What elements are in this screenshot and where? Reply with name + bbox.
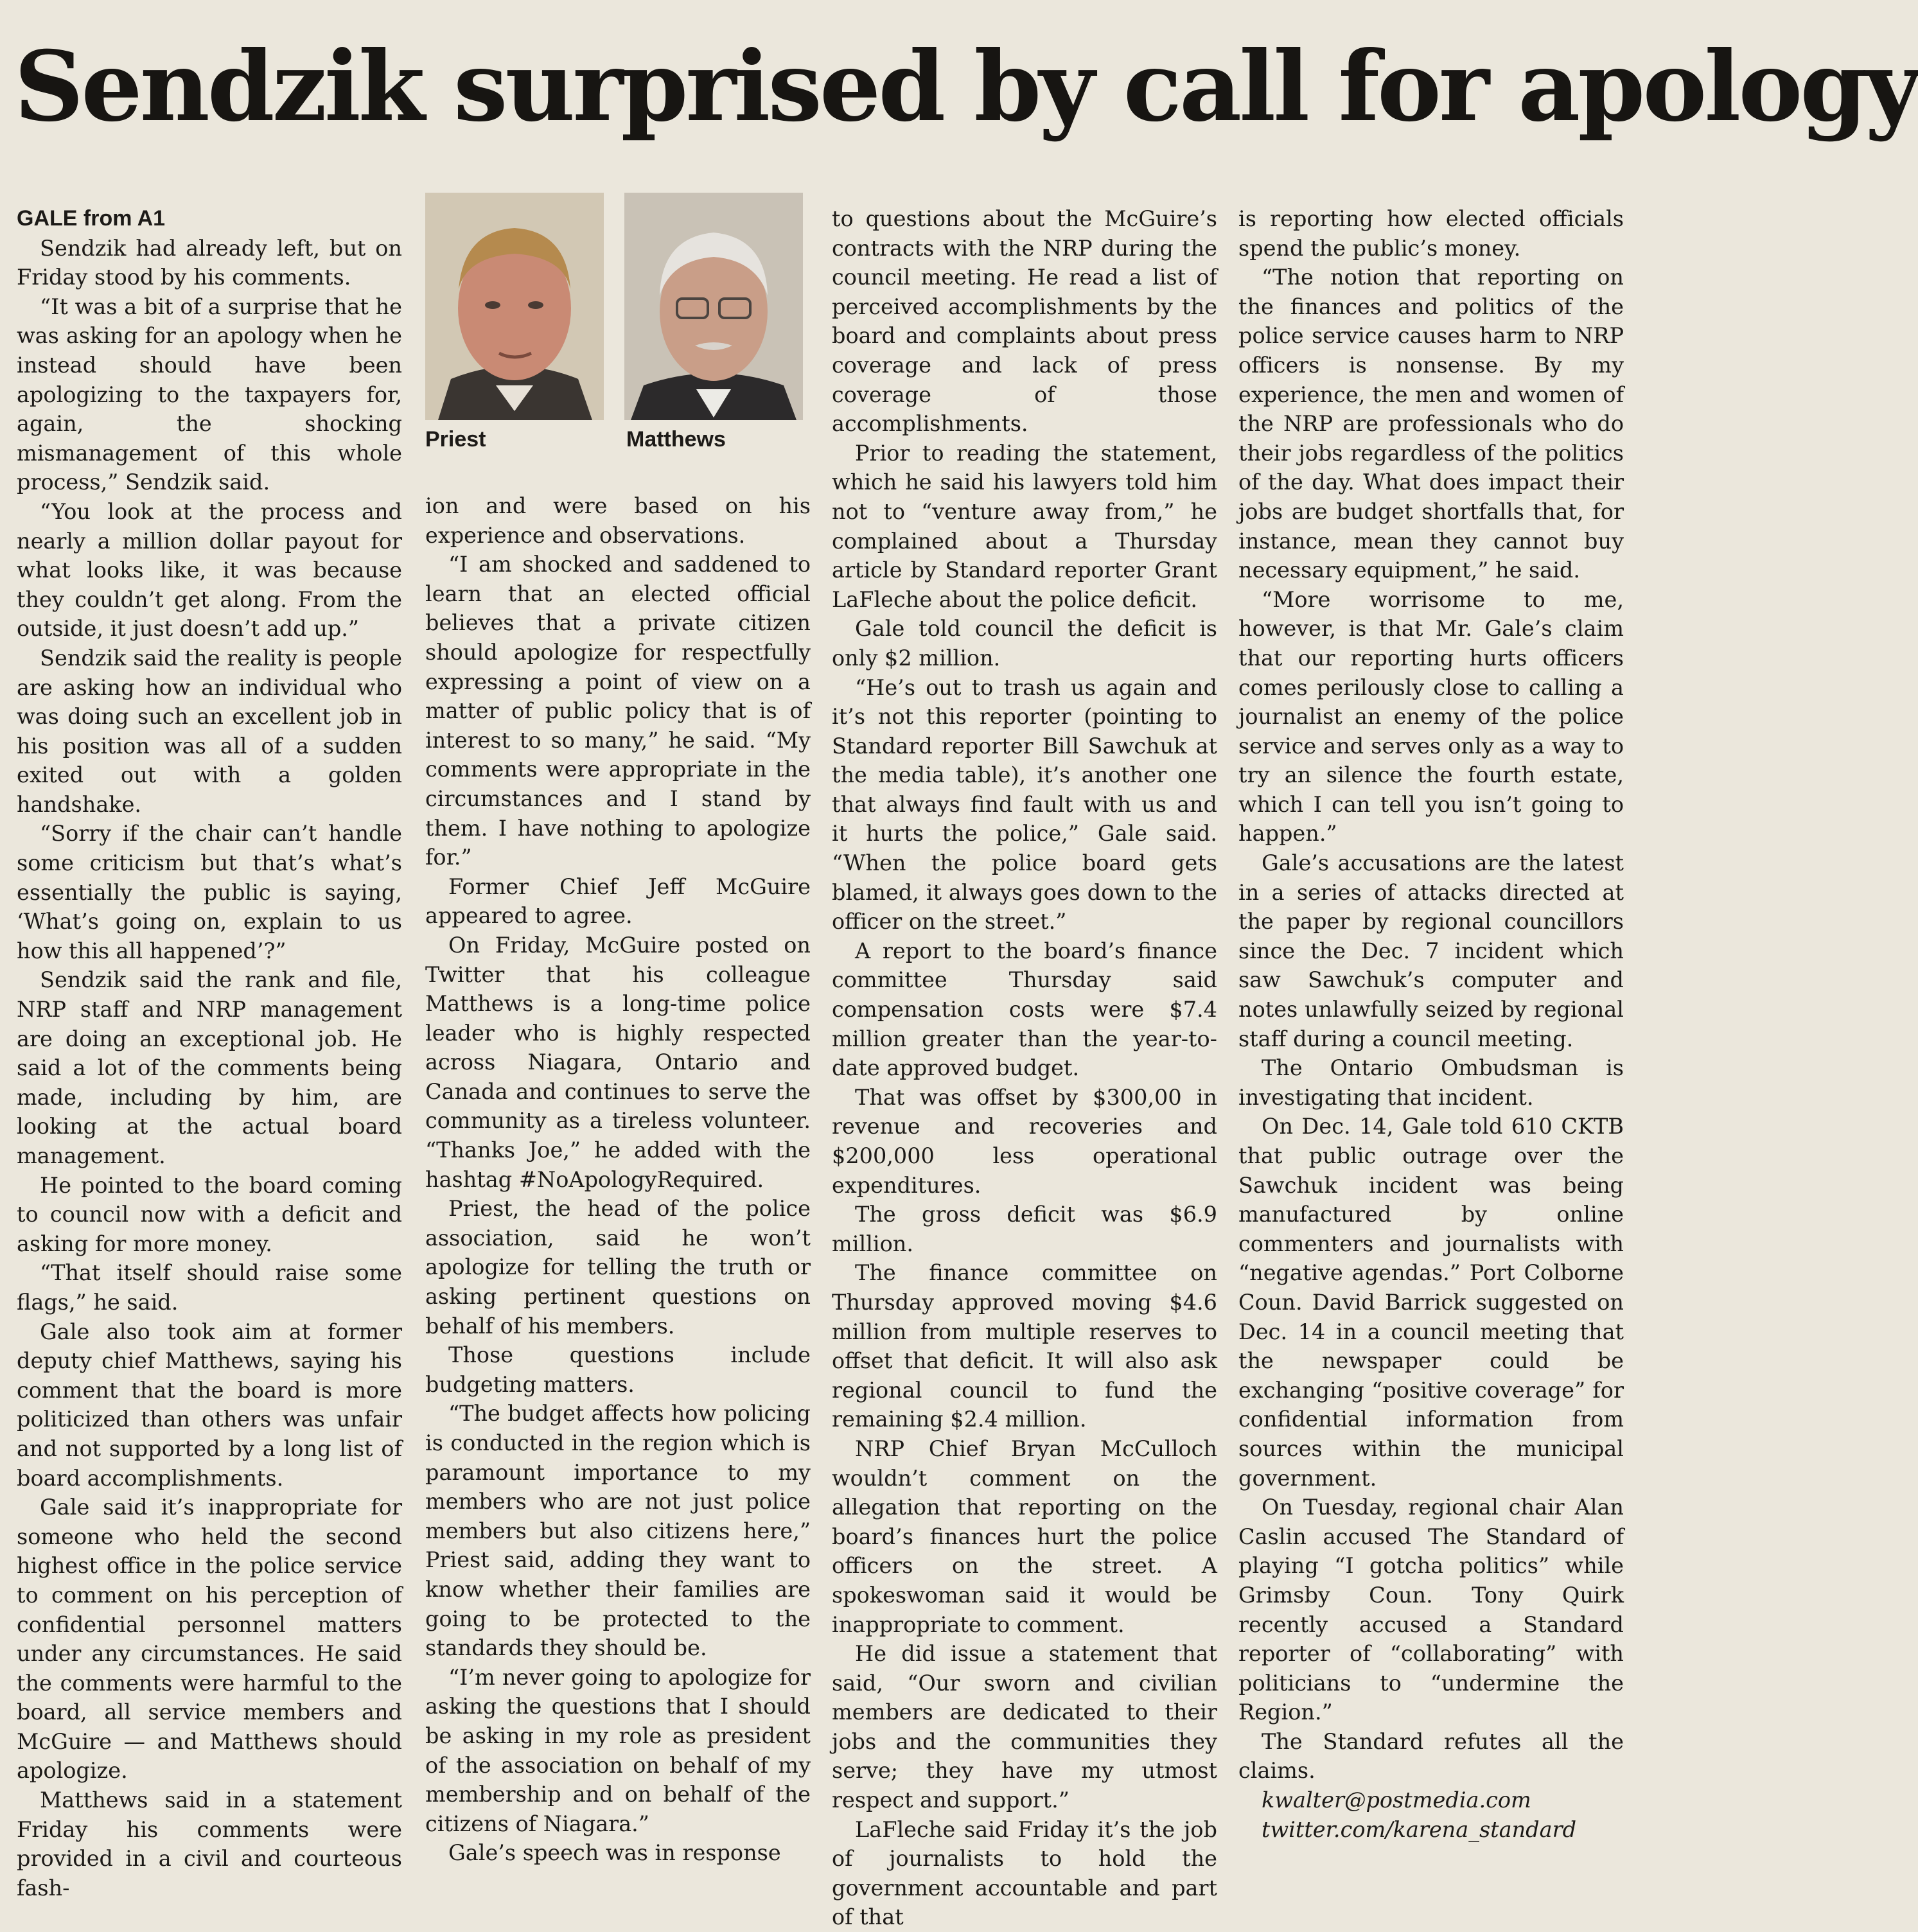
- paragraph: The gross deficit was $6.9 million.: [832, 1202, 1217, 1256]
- paragraph: He did issue a statement that said, “Our sworn and civilian members are dedicated to their jobs and the communities they serve; they have my utmost respect and support.”: [832, 1641, 1217, 1813]
- paragraph: Prior to reading the statement, which he said his lawyers told him not to “venture away from,” he complained about a Thursday article by Standard reporter Grant LaFleche about the police deficit.: [832, 440, 1217, 612]
- paragraph: On Friday, McGuire posted on Twitter that his colleague Matthews is a long-time police leader who is highly respected across Niagara, Ontario and Canada and continues to serve the community as a tireless volunteer. “Thanks Joe,” he added with the hashtag #NoApologyRequired.: [425, 932, 811, 1192]
- column-2: [425, 491, 811, 1868]
- paragraph: Sendzik said the reality is people are asking how an individual who was doing such an excellent job in his position was all of a sudden exited out with a golden handshake.: [17, 645, 402, 817]
- headline: Sendzik surprised by call for apology: [14, 30, 1918, 143]
- paragraph: “The budget affects how policing is conducted in the region which is paramount importance to my members who are not just police members but also citizens here,” Priest said, adding they want to know whether their families are going to be protected to the standards they should be.: [425, 1401, 811, 1661]
- paragraph: Gale also took aim at former deputy chief Matthews, saying his comment that the board is more politicized than others was unfair and not supported by a long list of board accomplishments.: [17, 1319, 402, 1491]
- paragraph: “The notion that reporting on the finances and politics of the police service causes harm to NRP officers is nonsense. By my experience, the men and women of the NRP are professionals who do their jobs regardless of the politics of the day. What does impact their jobs are budget shortfalls that, for instance, mean they cannot buy necessary equipment,” he said.: [1238, 265, 1624, 583]
- matthews-photo: [624, 193, 803, 420]
- paragraph: “You look at the process and nearly a million dollar payout for what looks like, it was because they couldn’t get along. From the outside, it just doesn’t add up.”: [17, 498, 402, 642]
- paragraph: Those questions include budgeting matters.: [425, 1342, 811, 1397]
- column-3: [832, 204, 1217, 1932]
- paragraph: NRP Chief Bryan McCulloch wouldn’t comment on the allegation that reporting on the board’s finances hurt the police officers on the street. A spokeswoman said it would be inappropriate to comment.: [832, 1436, 1217, 1637]
- paragraph: “That itself should raise some flags,” he said.: [17, 1260, 402, 1315]
- paragraph: Gale said it’s inappropriate for someone who held the second highest office in the police service to comment on his perception of confidential personnel matters under any circumstances. He said the comments were harmful to the board, all service members and McGuire — and Matthews should apologize.: [17, 1495, 402, 1784]
- paragraph: to questions about the McGuire’s contracts with the NRP during the council meeting. He read a list of perceived accomplishments by the board and complaints about press coverage and lack of press coverage of those accomplishments.: [832, 206, 1217, 437]
- paragraph: The Standard refutes all the claims.: [1238, 1728, 1624, 1784]
- paragraph: That was offset by $300,00 in revenue and recoveries and $200,000 less operational expenditures.: [832, 1084, 1217, 1198]
- portrait-photo-icon: [425, 193, 604, 420]
- column-1: [17, 204, 402, 1902]
- paragraph: Former Chief Jeff McGuire appeared to agree.: [425, 874, 811, 929]
- paragraph: On Tuesday, regional chair Alan Caslin accused The Standard of playing “I gotcha politics” while Grimsby Coun. Tony Quirk recently accused a Standard reporter of “collaborating” with politicians to “undermine the Region.”: [1238, 1495, 1624, 1725]
- paragraph: Sendzik said the rank and file, NRP staff and NRP management are doing an exceptional job. He said a lot of the comments being made, including by him, are looking at the actual board management.: [17, 967, 402, 1168]
- paragraph: “More worrisome to me, however, is that Mr. Gale’s claim that our reporting hurts officers comes perilously close to calling a journalist an enemy of the police service and serves only as a way to try an silence the fourth estate, which I can tell you isn’t going to happen.”: [1238, 586, 1624, 847]
- author-email: kwalter@postmedia.com: [1262, 1787, 1531, 1813]
- portrait-photo-icon: [624, 193, 803, 420]
- priest-photo: [425, 193, 604, 420]
- author-twitter: twitter.com/karena_standard: [1262, 1816, 1577, 1842]
- paragraph: The finance committee on Thursday approved moving $4.6 million from multiple reserves to offset that deficit. It will also ask regional council to fund the remaining $2.4 million.: [832, 1260, 1217, 1432]
- paragraph: The Ontario Ombudsman is investigating that incident.: [1238, 1055, 1624, 1110]
- paragraph: Priest, the head of the police association, said he won’t apologize for telling the truth or asking pertinent questions on behalf of his members.: [425, 1196, 811, 1339]
- paragraph: Gale’s accusations are the latest in a series of attacks directed at the paper by regional councillors since the Dec. 7 incident which saw Sawchuk’s computer and notes unlawfully seized by regional staff during a council meeting.: [1238, 850, 1624, 1051]
- paragraph: Matthews said in a statement Friday his comments were provided in a civil and courteous fash-: [17, 1787, 402, 1901]
- paragraph: A report to the board’s finance committee Thursday said compensation costs were $7.4 million greater than the year-to-date approved budget.: [832, 938, 1217, 1081]
- paragraph: “Sorry if the chair can’t handle some criticism but that’s what’s essentially the public is saying, ‘What’s going on, explain to us how this all happened’?”: [17, 821, 402, 963]
- paragraph: Gale’s speech was in response: [448, 1840, 781, 1866]
- paragraph: “It was a bit of a surprise that he was asking for an apology when he instead should have been apologizing to the taxpayers for, again, the shocking mismanagement of this whole process,” Sendzik said.: [17, 294, 402, 495]
- paragraph: “I’m never going to apologize for asking the questions that I should be asking in my role as president of the association on behalf of my membership and on behalf of the citizens of Niagara.”: [425, 1664, 811, 1836]
- paragraph: “He’s out to trash us again and it’s not this reporter (pointing to Standard reporter Bill Sawchuk at the media table), it’s another one that always find fault with us and it hurts the police,” Gale said. “When the police board gets blamed, it always goes down to the officer on the street.”: [832, 674, 1217, 935]
- paragraph: LaFleche said Friday it’s the job of journalists to hold the government accountable and part of that: [832, 1816, 1217, 1930]
- paragraph: Gale told council the deficit is only $2 million.: [832, 616, 1217, 671]
- photo-caption: Matthews: [626, 427, 726, 452]
- paragraph: “I am shocked and saddened to learn that an elected official believes that a private citizen should apologize for respectfully expressing a point of view on a matter of public policy that is of interest to so many,” he said. “My comments were appropriate in the circumstances and I stand by them. I have nothing to apologize for.”: [425, 552, 811, 870]
- column-4: [1238, 204, 1624, 1844]
- paragraph: is reporting how elected officials spend the public’s money.: [1238, 206, 1624, 261]
- photo-caption: Priest: [425, 427, 486, 452]
- paragraph: On Dec. 14, Gale told 610 CKTB that public outrage over the Sawchuk incident was being manufactured by online commenters and journalists with “negative agendas.” Port Colborne Coun. David Barrick suggested on Dec. 14 in a council meeting that the newspaper could be exchanging “positive coverage” for confidential information from sources within the municipal government.: [1238, 1114, 1624, 1491]
- kicker: GALE from A1: [17, 206, 166, 231]
- paragraph: He pointed to the board coming to council now with a deficit and asking for more money.: [17, 1172, 402, 1256]
- paragraph: ion and were based on his experience and observations.: [425, 493, 811, 548]
- paragraph: Sendzik had already left, but on Friday stood by his comments.: [17, 235, 402, 290]
